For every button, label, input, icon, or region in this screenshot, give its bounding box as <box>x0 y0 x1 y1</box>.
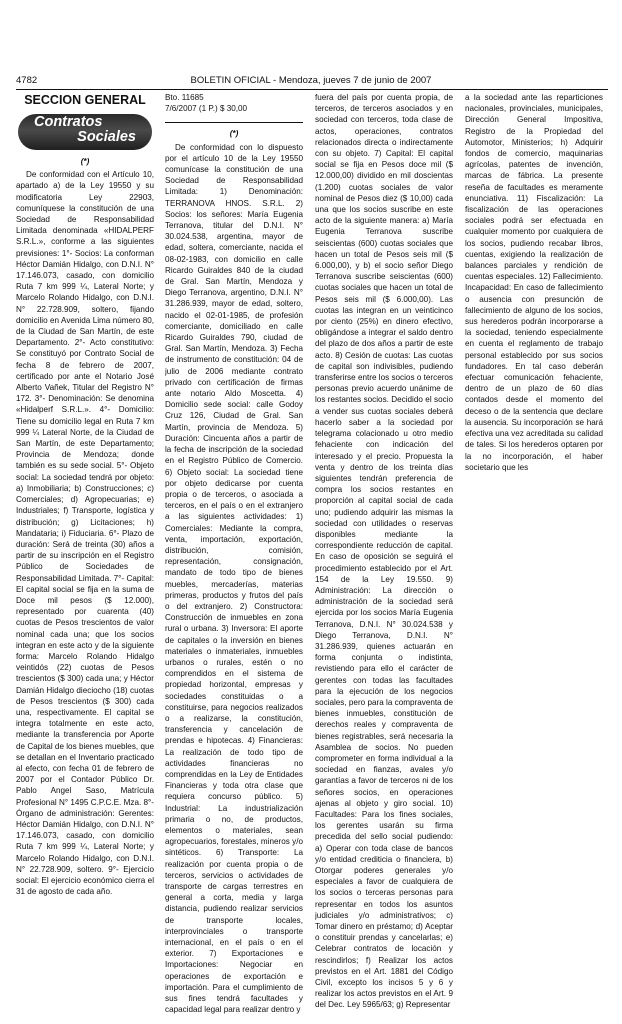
column-1 <box>16 92 154 1020</box>
publication-title: BOLETIN OFICIAL - Mendoza, jueves 7 de junio de 2007 <box>190 75 432 86</box>
notice-2-text-continued-2: a la sociedad ante las reparticiones nacionales, provinciales, municipales, Dirección General Impositiva, Registro de la Propiedad del Automotor, Ministerios; h) Adquirir fondos de comercio, maquinarias agrícolas, patentes de invención, marcas de fábrica. La presente reseña de facultades es meramente enunciativa. 11) Fiscalización: La fiscalización de las operaciones sociales podrá ser efectuada en cualquier momento por cualquiera de los socios, pudiendo recabar libros, cuentas, exigiendo la realización de balances parciales y rendición de cuentas especiales. 12) Fallecimiento. Incapacidad: En caso de fallecimiento o ausencia con presunción de fallecimiento de alguno de los socios, sus herederos podrán incorporarse a la sociedad, teniendo especialmente en cuenta el reglamento de trabajo personal establecido por sus socios fundadores. En tal caso deberán efectuar comunicación fehaciente, dentro de un plazo de 60 días contados desde el momento del deceso o de la sentencia que declare la ausencia. Su incorporación se hará efectiva una vez acreditada su calidad de tales. Si los herederos optaren por la no incorporación, el haber societario que les <box>465 93 603 472</box>
notice-1-marker: (*) <box>80 157 90 166</box>
notice-1-text: De conformidad con el Artículo 10, apartado a) de la Ley 19550 y su modificatoria Ley 22903, comuníquese la constitución de una Sociedad de Responsabilidad Limitada denominada «HIDALPERF S.R.L.», conforme a las siguientes previsiones: 1°- Socios: La conforman Héctor Damián Hidalgo, con D.N.I. N° 17.146.073, casado, con domicilio Ruta 7 km 999 ¼, Lateral Norte; y Marcelo Rolando Hidalgo, con D.N.I. N° 22.728.909, soltero, fijando domicilio en Avenida Lima número 80, de la Ciudad de San Martín, de este Departamento. 2°- Acto constitutivo: Se constituyó por Contrato Social de fecha 8 de febrero de 2007, certificado por ante el Notario José Alberto Vañek, Titular del Registro N° 172. 3°- Denominación: Se denomina «Hidalperf S.R.L.». 4°- Domicilio: Tiene su domicilio legal en Ruta 7 km 999 ¼ Lateral Norte, de la Ciudad de San Martín, de este Departamento; Provincia de Mendoza; donde también es su sede social. 5°- Objeto social: La sociedad tendrá por objeto: a) Inmobiliaria; b) Construcciones; c) Comerciales; d) Agropecuarias; e) Industriales; f) Transporte, logística y distribución; g) Licitaciones; h) Mandataria; i) Fiduciaria. 6°- Plazo de duración: Será de treinta (30) años a partir de su inscripción en el Registro Público de Sociedades de Responsabilidad Limitada. 7°- Capital: El capital social se fija en la suma de Doce mil pesos ($ 12.000), representado por cuarenta (40) cuotas de Pesos trescientos de valor nominal cada una; que los socios integran en este acto y de la siguiente forma: Marcelo Rolando Hidalgo veintidós (22) cuotas de Pesos trescientos ($ 300) cada una; y Héctor Damián Hidalgo dieciocho (18) cuotas de Pesos trescientos ($ 300) cada una, respectivamente. El capital se integra totalmente en este acto, mediante la transferencia por Aporte de Capital de los bienes muebles, que se detallan en el Inventario practicado al efecto, con fecha 01 de febrero de 2007 por el Contador Público Dr. Pablo Angel Saso, Matrícula Profesional N° 1495 C.P.C.E. Mza. 8°- Órgano de administración: Gerentes: Héctor Damián Hidalgo, con D.N.I. N° 17.146.073, casado, con domicilio Ruta 7 km 999 ¼, Lateral Norte; y Marcelo Rolando Hidalgo, con D.N.I. N° 22.728.909, soltero. 9°- Ejercicio social: El ejercicio económico cierra el 31 de agosto de cada año. <box>16 170 154 897</box>
notice-2-text: De conformidad con lo dispuesto por el artículo 10 de la Ley 19550 comunícase la constitución de una Sociedad de Responsabilidad Limitada: 1) Denominación: TERRANOVA HNOS. S.R.L. 2) Socios: los señores: María Eugenia Terranova, titular del D.N.I. N° 30.024.538, argentina, mayor de edad, soltera, comerciante, nacida el 08-02-1983, con domicilio en calle Ricardo Guiraldes 840 de la ciudad de Gral. San Martín, Mendoza y Diego Terranova, argentino, D.N.I. N° 31.286.939, mayor de edad, soltero, nacido el 02-01-1985, de profesión comerciante, domiciliado en calle Ricardo Guiraldes 790, ciudad de Gral. San Martín, Mendoza. 3) Fecha de instrumento de constitución: 04 de julio de 2006 mediante contrato privado con certificación de firmas ante notario Aldo Moscetta. 4) Domicilio sede social: calle Godoy Cruz 126, Ciudad de Gral. San Martín, provincia de Mendoza. 5) Duración: Cincuenta años a partir de la fecha de inscripción de la sociedad en el Registro Público de Comercio. 6) Objeto social: La sociedad tiene por objeto dedicarse por cuenta propia o de terceros, o asociada a terceros, en el país o en el extranjero a las siguientes actividades: 1) Comerciales: Mediante la compra, venta, importación, exportación, distribución, comisión, representación, consignación, mandato de todo tipo de bienes muebles, mercaderías, materias primeras, productos y frutos del país o del extranjero. 2) Constructora: Construcción de inmuebles en zona rural o urbana. 3) Inversora: El aporte de capitales o la inversión en bienes materiales o inmateriales, inmuebles urbanos o rurales, estén o no comprendidos en el sistema de propiedad horizontal, empresas y sociedades constituidas o a constituirse, para negocios realizados o a realizarse, la constitución, transferencia y cancelación de prendas e hipotecas. 4) Financieras: La realización de todo tipo de actividades financieras no comprendidas en la Ley de Entidades Financieras y toda otra clase que requiera concurso público. 5) Industrial: La industrialización primaria o no, de productos, elementos o materiales, sean agropecuarios, forestales, mineros y/o sintéticos. 6) Transporte: La realización por cuenta propia o de terceros, servicios o actividades de transporte de cargas terrestres en general a corta, media y larga distancia, pudiendo realizar servicios de transporte locales, interprovinciales o transporte internacional, en el país o en el exterior. 7) Exportaciones e Importaciones: Negociar en operaciones de exportación e importación. Para el cumplimiento de sus fines tendrá facultades y capacidad legal para realizar dentro y <box>165 142 303 1015</box>
page-number: 4782 <box>16 75 38 86</box>
banner-line-1: Contratos <box>34 114 103 130</box>
notice-2-marker: (*) <box>229 129 239 139</box>
notice-2-text-continued: fuera del país por cuenta propia, de terceros, de terceros asociados y en sociedad con terceros, toda clase de actos, operaciones, contratos relacionados directa o indirectamente con su objeto. 7) Capital: El capital social se fija en Pesos doce mil ($ 12.000,00) dividido en mil doscientas (1.200) cuotas sociales de valor nominal de Pesos diez ($ 10,00) cada una que los socios suscribe en este acto de la siguiente manera: a) María Eugenia Terranova suscribe seiscientas (600) cuotas sociales que hacen un total de Pesos seis mil ($ 6.000,00), y b) el socio señor Diego Terranova suscribe seiscientas (600) cuotas sociales que hacen un total de Pesos seis mil ($ 6.000,00). Las cuotas las integran en un veinticinco por ciento (25%) en dinero efectivo, obligándose a integrar el saldo dentro del plazo de dos años a partir de este acto. 8) Cesión de cuotas: Las cuotas de capital son indivisibles, pudiendo transferirse entre los socios o terceros personas previo acuerdo unánime de los restantes socios. Decidido el socio a vender sus cuotas sociales deberá hacerlo saber a la sociedad por telegrama colacionado u otro medio fehaciente con indicación del interesado y el precio. Propuesta la venta y dentro de los treinta días siguientes tendrán preferencia de compra los socios restantes en proporción al capital social de cada uno; pudiendo adquirir las mismas la sociedad con utilidades o reservas disponibles mediante la correspondiente reducción de capital. En caso de oposición se seguirá el procedimiento establecido por el Art. 154 de la Ley 19.550. 9) Administración: La dirección o administración de la sociedad será ejercida por los socios María Eugenia Terranova, D.N.I. N° 30.024.538 y Diego Terranova, D.N.I. N° 31.286.939, quienes actuarán en forma conjunta o indistinta, revistiendo para ello el carácter de gerentes con todas las facultades para la ejecución de los negocios sociales, pero para la compraventa de bienes inmuebles, constitución de derechos reales y compraventa de bienes registrables, será necesaria la Asamblea de socios. No pueden comprometer en forma individual a la sociedad en fianzas, avales y/o garantías a favor de terceros ni de los señores socios, en operaciones ajenas al objeto y giro social. 10) Facultades: Para los fines sociales, los gerentes usarán su firma precedida del sello social pudiendo: a) Operar con toda clase de bancos y/o entidad crediticia o financiera, b) Otorgar poderes generales y/o especiales a favor de cualquiera de los socios o terceras personas para representar en todos los asuntos judiciales y/o administrativos; c) Tomar dinero en préstamo; d) Aceptar o constituir prendas y cancelarlas; e) Celebrar contratos de locación y rescindirlos; f) Realizar los actos previstos en el Art. 1881 del Código Civil, excepto los incisos 5 y 6 y realizar los actos previstos en el Art. 9 del Dec. Ley 5965/63; g) Representar <box>315 93 453 1010</box>
column-4 <box>465 92 603 1020</box>
banner-line-2: Sociales <box>77 129 136 145</box>
notice-1-date: 7/6/2007 (1 P.) $ 30,00 <box>165 104 248 114</box>
header-rule <box>16 89 608 90</box>
column-2 <box>165 92 303 1020</box>
section-banner <box>18 114 152 150</box>
column-3 <box>315 92 453 1020</box>
notice-1-bulletin-number: Bto. 11685 <box>165 93 204 102</box>
notice-separator <box>165 122 303 123</box>
section-title: SECCION GENERAL <box>24 93 146 107</box>
page-header <box>16 74 606 88</box>
